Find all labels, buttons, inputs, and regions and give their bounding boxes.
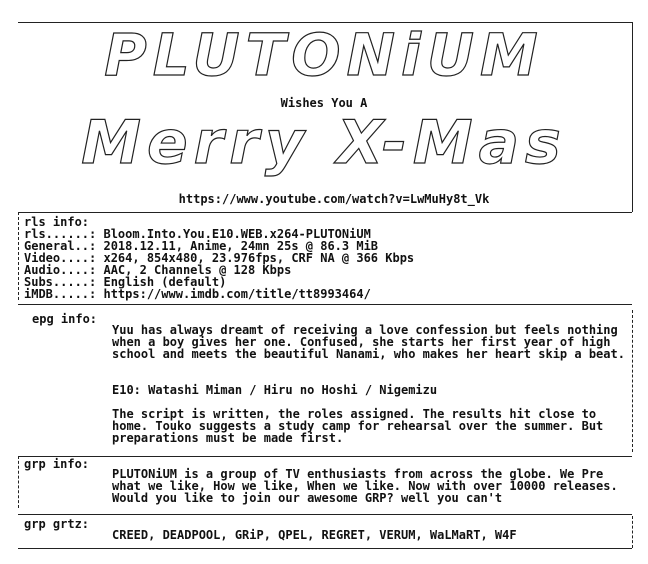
general-value: 2018.12.11, Anime, 24mn 25s @ 86.3 MiB [103, 239, 379, 253]
general-row [24, 239, 414, 251]
epg-episode-synopsis: The script is written, the roles assigned. The results hit close to home. Touko suggests a study camp for rehearsal over the summer. But preparations must be made first. [112, 407, 604, 445]
rls-left-border [18, 212, 19, 300]
holiday-banner: Merry X-Mas [81, 108, 567, 178]
rls-row [24, 227, 414, 239]
subs-row [24, 275, 414, 287]
rls-top-border [18, 212, 632, 213]
rls-key: rls......: [24, 227, 97, 241]
grp-grtz-top-border [18, 514, 632, 515]
general-key: General..: [24, 239, 97, 253]
video-key: Video....: [24, 251, 97, 265]
grp-info-text: PLUTONiUM is a group of TV enthusiasts from across the globe. We Pre what we like, How we like, When we like. Now with over 10000 releases. Would you like to join our awesome GRP? well you can't [112, 467, 618, 505]
epg-episode-title: E10: Watashi Miman / Hiru no Hoshi / Nigemizu [112, 383, 438, 397]
rls-info-title: rls info: [24, 215, 90, 229]
video-link[interactable]: https://www.youtube.com/watch?v=LwMuHy8t_Vk [178, 192, 490, 206]
rls-info-table [24, 227, 414, 299]
rls-value: Bloom.Into.You.E10.WEB.x264-PLUTONiUM [103, 227, 371, 241]
grp-info-title: grp info: [24, 457, 90, 471]
imdb-row [24, 287, 414, 299]
epg-top-border [18, 304, 632, 305]
epg-info-title: epg info: [32, 312, 98, 326]
epg-right-border [632, 310, 633, 452]
imdb-link[interactable]: https://www.imdb.com/title/tt8993464/ [103, 287, 371, 301]
video-row [24, 251, 414, 263]
group-logo: PLUTONiUM [104, 21, 544, 89]
imdb-key: iMDB.....: [24, 287, 97, 301]
audio-key: Audio....: [24, 263, 97, 277]
grp-grtz-text: CREED, DEADPOOL, GRiP, QPEL, REGRET, VERUM, WaLMaRT, W4F [112, 528, 517, 542]
subs-key: Subs.....: [24, 275, 97, 289]
subs-value: English (default) [103, 275, 227, 289]
greeting-text: Wishes You A [280, 96, 368, 110]
grp-grtz-right-border [632, 516, 633, 548]
video-value: x264, 854x480, 23.976fps, CRF NA @ 366 Kbps [103, 251, 415, 265]
grp-info-left-border [18, 456, 19, 508]
audio-value: AAC, 2 Channels @ 128 Kbps [103, 263, 292, 277]
grp-grtz-title: grp grtz: [24, 517, 90, 531]
grp-info-top-border [18, 456, 632, 457]
bottom-border [18, 548, 632, 549]
epg-synopsis: Yuu has always dreamt of receiving a love confession but feels nothing when a boy gives her one. Confused, she starts her first year of high school and meets the beautiful Nanami, who makes her heart skip a beat. [112, 323, 625, 361]
